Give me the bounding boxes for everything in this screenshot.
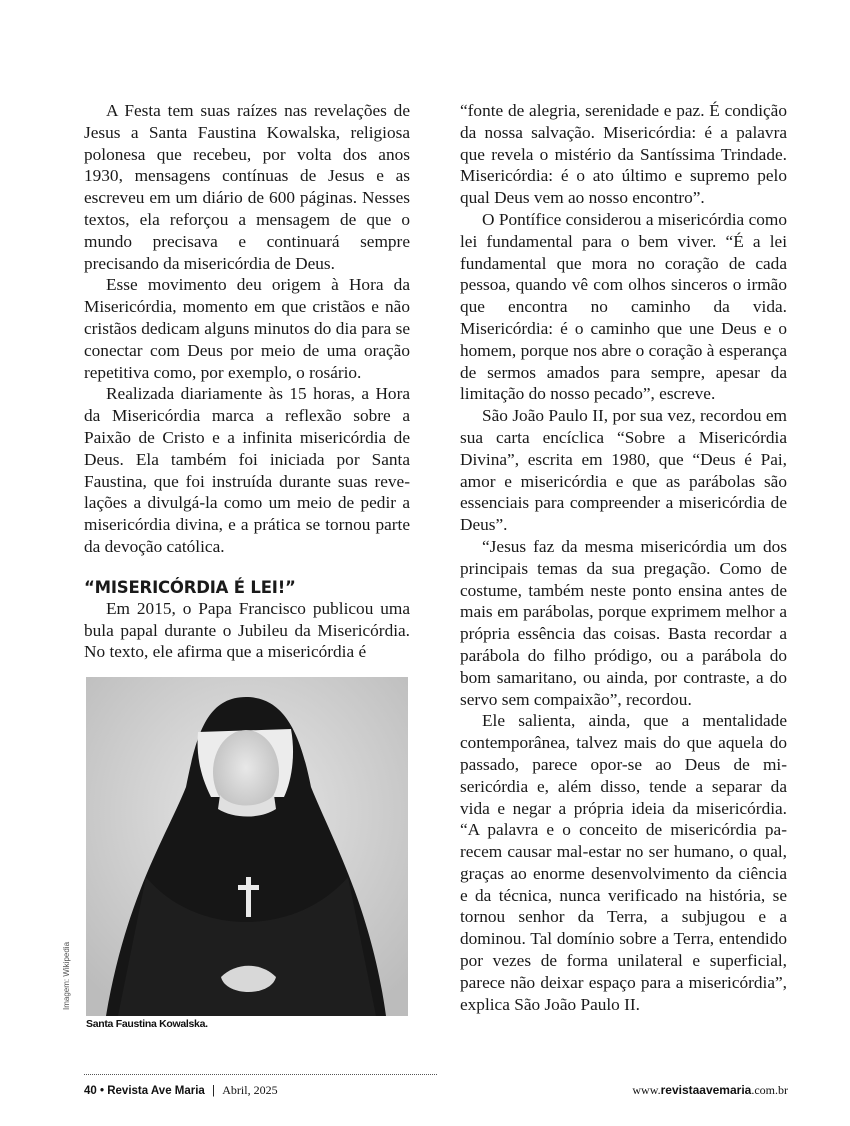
footer-bullet: • (100, 1085, 105, 1097)
url-prefix: www. (632, 1083, 661, 1097)
article-paragraph: A Festa tem suas raízes nas revelações de Jesus a Santa Faustina Kowalska, religiosa polonesa que recebeu, por volta dos anos 1930, mensagens contínuas de Jesus e as escreveu em um diário de 600 páginas. Nesses textos, ela reforçou a mensagem de que o mundo precisava e continuará sempre precisando da misericórdia de Deus. (84, 101, 410, 273)
article-paragraph: São João Paulo II, por sua vez, recordou em sua carta encíclica “Sobre a Misericórdia Divina”, escrita em 1980, que “Deus é Pai, amor e misericórdia e que as parábolas são essenciais para compreender a misericórdia de Deus”. (460, 406, 787, 535)
footer-separator: | (212, 1085, 216, 1097)
article-paragraph: Ele salienta, ainda, que a mentalidade contemporânea, talvez mais do que aquela do passado, parece opor-se ao Deus de misericórdia e, além disso, tende a separar da vida e negar a própria ideia da misericórdia. “A palavra e o conceito de misericórdia parecem causar mal-estar no ser humano, o qual, graças ao enorme desenvolvimento da ciência e da técnica, nunca verificado na história, se tornou senhor da Terra, a subjugou e a dominou. Tal domínio sobre a Terra, entendido por vezes de forma unilateral e superficial, parece não deixar espaço para a misericórdia”, explica São João Paulo II. (460, 711, 787, 1014)
article-paragraph: O Pontífice considerou a misericórdia como lei fundamental para o bem viver. “É a lei fundamental que mora no coração de cada pessoa, quando vê com olhos sinceros o irmão que encontra no caminho da vida. Misericórdia: é o caminho que une Deus e o homem, porque nos abre o coração à esperança de sermos amados para sempre, apesar da limitação do nosso pecado”, escreve. (460, 209, 787, 404)
page-number: 40 (84, 1085, 97, 1097)
issue-date: Abril, 2025 (222, 1083, 278, 1097)
article-paragraph: Realizada diariamente às 15 horas, a Hora da Misericórdia marca a reflexão sobre a Paixão de Cristo e a infinita misericórdia de Deus. Ela também foi iniciada por Santa Faustina, que foi instruída durante suas revelações a divulgá-la como um meio de pedir a misericórdia divina, e a prática se tornou parte da devoção católica. (84, 384, 410, 556)
article-left-column (84, 100, 410, 663)
website-link[interactable] (632, 1083, 788, 1098)
article-paragraph: “fonte de alegria, serenidade e paz. É condição da nossa salvação. Misericórdia: é a palavra que revela o mistério da Santíssima Trindade. Misericórdia: é o ato último e supremo pelo qual Deus vem ao nosso encontro”. (460, 101, 787, 208)
footer-divider (84, 1074, 437, 1075)
url-brand: revistaavemaria (660, 1083, 752, 1097)
url-suffix: .com.br (751, 1083, 788, 1097)
article-paragraph: “Jesus faz da mesma misericórdia um dos principais temas da sua pregação. Como de costume, também neste ponto ensina antes de mais em parábolas, porque exprimem melhor a própria essência das coisas. Basta recordar a parábola do filho pródigo, ou a parábola do bom samaritano, ou ainda, por contraste, a do servo sem compaixão”, recordou. (460, 536, 787, 709)
article-paragraph: Esse movimento deu origem à Hora da Misericórdia, momento em que cristãos e não cristãos dedicam alguns minutos do dia para se conectar com Deus por meio de uma oração repetitiva como, por exemplo, o rosário. (84, 275, 410, 382)
article-right-column (460, 100, 787, 1015)
magazine-name: Revista Ave Maria (107, 1085, 205, 1097)
article-paragraph: Em 2015, o Papa Francisco publicou uma bula papal durante o Jubileu da Misericórdia. No texto, ele afirma que a misericórdia é (84, 598, 410, 662)
portrait-photo (86, 677, 408, 1016)
section-subheading: “MISERICÓRDIA É LEI!” (84, 577, 296, 597)
photo-caption: Santa Faustina Kowalska. (86, 1018, 208, 1030)
photo-credit: Imagem: Wikipedia (62, 941, 71, 1010)
nun-portrait-illustration (86, 677, 408, 1016)
footer-page-info (84, 1083, 278, 1098)
